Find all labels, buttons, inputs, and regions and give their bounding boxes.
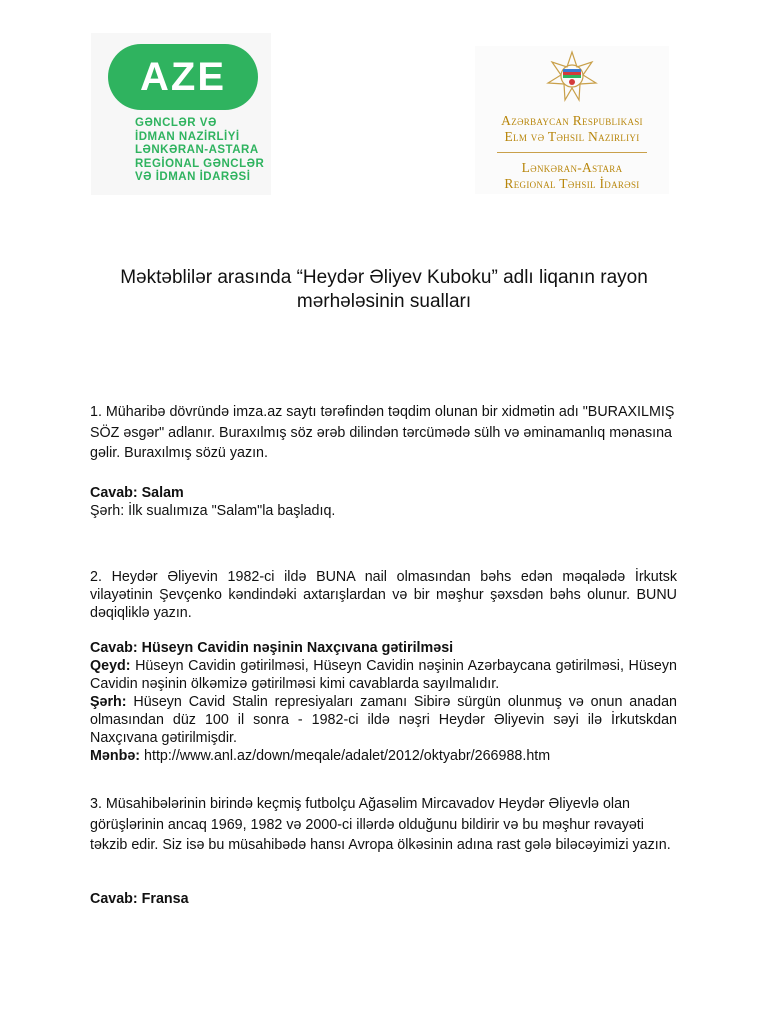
question-2-note-label: Qeyd: — [90, 658, 131, 674]
ministry-name-lines — [135, 117, 269, 185]
ministry-line-4: REGİONAL GƏNCLƏR — [135, 157, 265, 170]
ministry-youth-sports-logo — [91, 33, 271, 195]
question-1-answer-block — [90, 484, 677, 520]
question-1-answer: Cavab: Salam — [90, 485, 184, 501]
question-3-answer-block — [90, 889, 677, 910]
ministry-education-logo — [475, 46, 669, 194]
title-line-1: Məktəblilər arasında “Heydər Əliyev Kuboku” adlı liqanın rayon — [120, 267, 648, 288]
question-2-comment: Hüseyn Cavid Stalin represiyaları zamanı Sibirə sürgün olunmuş və onun anadan olmasından düz 100 il sonra - 1982-ci ildə nəşri Heydər Əliyevin səyi ilə İrkutskdan Naxçıvana gətirilmişdir. — [90, 694, 677, 746]
state-emblem-icon — [546, 50, 598, 102]
question-2-answer: Cavab: Hüseyn Cavidin nəşinin Naxçıvana gətirilməsi — [90, 640, 454, 656]
ministry-line-1: GƏNCLƏR VƏ — [135, 117, 217, 129]
question-2-answer-block — [90, 639, 677, 765]
question-2 — [90, 568, 677, 622]
question-1-text: 1. Müharibə dövründə imza.az saytı tərəfindən təqdim olunan bir xidmətin adı "BURAXILMIŞ SÖZ əsgər" adlanır. Buraxılmış söz ərəb dilindən tərcümədə sülh və əminamanlıq mənasına gəlir. Buraxılmış sözü yazın. — [90, 404, 675, 461]
question-3 — [90, 794, 677, 856]
question-2-source-label: Mənbə: — [90, 748, 141, 764]
ministry-edu-line-1: Azərbaycan Respublikasi — [501, 113, 643, 128]
question-1 — [90, 402, 677, 464]
question-2-source-link[interactable]: http://www.anl.az/down/meqale/adalet/2012/oktyabr/266988.htm — [144, 748, 551, 764]
logo-divider — [497, 152, 647, 153]
ministry-line-3: LƏNKƏRAN-ASTARA — [135, 144, 259, 156]
ministry-edu-line-2: Elm və Təhsil Nazirliyi — [504, 129, 640, 144]
question-2-comment-label: Şərh: — [90, 694, 127, 710]
ministry-line-2: İDMAN NAZİRLİYİ — [135, 130, 240, 143]
question-2-text: 2. Heydər Əliyevin 1982-ci ildə BUNA nail olmasından bəhs edən məqalədə İrkutsk vilayətinin Şevçenko kəndindəki axtarışlardan və bir məşhur şəxsdən bəhs olunur. BUNU dəqiqliklə yazın. — [90, 569, 677, 621]
question-1-comment-label: Şərh: — [90, 503, 125, 519]
aze-badge: AZE — [108, 44, 258, 110]
ministry-line-5: VƏ İDMAN İDARƏSİ — [135, 171, 251, 183]
question-3-answer: Cavab: Fransa — [90, 891, 189, 907]
question-1-comment: İlk sualımıza "Salam"la başladıq. — [128, 503, 336, 519]
question-2-note: Hüseyn Cavidin gətirilməsi, Hüseyn Cavidin nəşinin Azərbaycana gətirilməsi, Hüseyn Cavidin nəşinin ölkəmizə gətirilməsi kimi cavablarda sayılmalıdır. — [90, 658, 677, 692]
ministry-edu-line-3: Lənkəran-Astara — [521, 160, 623, 175]
ministry-edu-line-4: Regional Təhsil İdarəsi — [504, 176, 640, 191]
document-title — [84, 266, 684, 314]
title-line-2: mərhələsinin sualları — [296, 291, 472, 312]
question-3-text: 3. Müsahibələrinin birində keçmiş futbolçu Ağasəlim Mircavadov Heydər Əliyevlə olan görüşlərinin ancaq 1969, 1982 və 2000-ci illərdə olduğunu bildirir və bu məşhur rəvayəti təkzib edir. Siz isə bu müsahibədə hansı Avropa ölkəsinin adına rast gələ biləcəyimizi yazın. — [90, 796, 671, 853]
